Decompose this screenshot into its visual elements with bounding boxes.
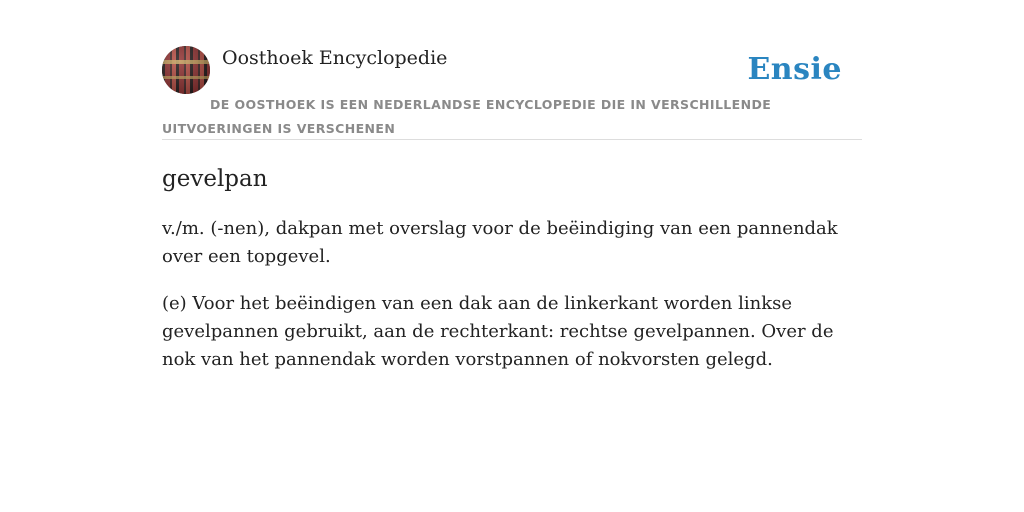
page-header — [162, 46, 862, 140]
source-title-link[interactable]: Oosthoek Encyclopedie — [222, 47, 448, 69]
avatar-shade — [162, 46, 210, 94]
entry-explanation-paragraph: (e) Voor het beëindigen van een dak aan de linkerkant worden linkse gevelpannen gebruikt, aan de rechterkant: rechtse gevelpannen. Over de nok van het pannendak worden vorstpannen of nokvorsten gelegd. — [162, 293, 834, 370]
entry-definition-paragraph: v./m. (-nen), dakpan met overslag voor de beëindiging van een pannendak over een topgevel. — [162, 218, 838, 267]
encyclopedia-avatar[interactable] — [162, 46, 210, 94]
source-description: DE OOSTHOEK IS EEN NEDERLANDSE ENCYCLOPEDIE DIE IN VERSCHILLENDE UITVOERINGEN IS VERSCHENEN — [162, 97, 772, 136]
ensie-logo-link[interactable]: Ensie — [747, 52, 842, 87]
entry-content — [162, 160, 862, 374]
entry-headword: gevelpan — [162, 166, 268, 192]
